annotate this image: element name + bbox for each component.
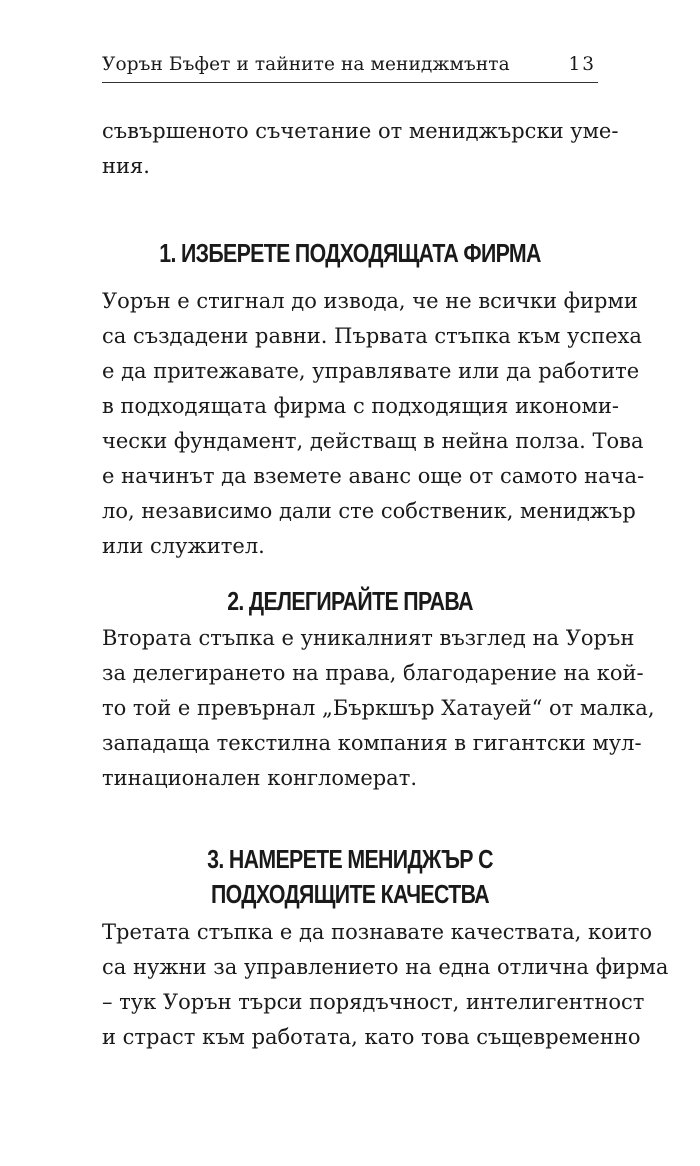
- paragraph-line: то той е превърнал „Бъркшър Хатауей“ от малка,: [102, 696, 655, 720]
- paragraph-line: е начинът да вземете аванс още от самото нача-: [102, 464, 645, 488]
- heading-line: 1. ИЗБЕРЕТЕ ПОДХОДЯЩАТА ФИРМА: [159, 238, 541, 268]
- running-title: Уорън Бъфет и тайните на мениджмънта: [102, 54, 510, 75]
- paragraph-line: за делегирането на права, благодарение на кой-: [102, 661, 644, 685]
- section-2-paragraph: [102, 621, 655, 796]
- heading-line: 3. НАМЕРЕТЕ МЕНИДЖЪР С: [207, 844, 493, 874]
- section-3-paragraph: [102, 915, 669, 1055]
- paragraph-line: ния.: [102, 154, 150, 178]
- section-heading-3: [147, 842, 554, 912]
- paragraph-line: или служител.: [102, 534, 265, 558]
- paragraph-line: са създадени равни. Първата стъпка към успеха: [102, 324, 642, 348]
- paragraph-line: в подходящата фирма с подходящия икономи-: [102, 394, 619, 418]
- paragraph-line: Уорън е стигнал до извода, че не всички фирми: [102, 289, 638, 313]
- paragraph-line: ло, независимо дали сте собственик, мениджър: [102, 499, 636, 523]
- section-heading-1: [147, 236, 554, 271]
- paragraph-line: чески фундамент, действащ в нейна полза. Това: [102, 429, 644, 453]
- paragraph-line: – тук Уорън търси порядъчност, интелигентност: [102, 990, 645, 1014]
- paragraph-line: тинационален конгломерат.: [102, 766, 417, 790]
- paragraph-line: и страст към работата, като това същевременно: [102, 1025, 641, 1049]
- page-number: 13: [568, 54, 596, 75]
- running-header: [102, 52, 598, 83]
- paragraph-line: западаща текстилна компания в гигантски мул-: [102, 731, 642, 755]
- paragraph-line: са нужни за управлението на една отлична фирма: [102, 955, 669, 979]
- paragraph-line: е да притежавате, управлявате или да работите: [102, 359, 640, 383]
- paragraph-line: съвършеното съчетание от мениджърски уме-: [102, 119, 619, 143]
- paragraph-line: Третата стъпка е да познавате качествата, които: [102, 920, 652, 944]
- intro-paragraph: [102, 114, 619, 184]
- heading-line: ПОДХОДЯЩИТЕ КАЧЕСТВА: [210, 879, 490, 909]
- section-heading-2: [147, 584, 554, 619]
- heading-line: 2. ДЕЛЕГИРАЙТЕ ПРАВА: [227, 586, 473, 616]
- section-1-paragraph: [102, 284, 645, 564]
- paragraph-line: Втората стъпка е уникалният възглед на Уорън: [102, 626, 635, 650]
